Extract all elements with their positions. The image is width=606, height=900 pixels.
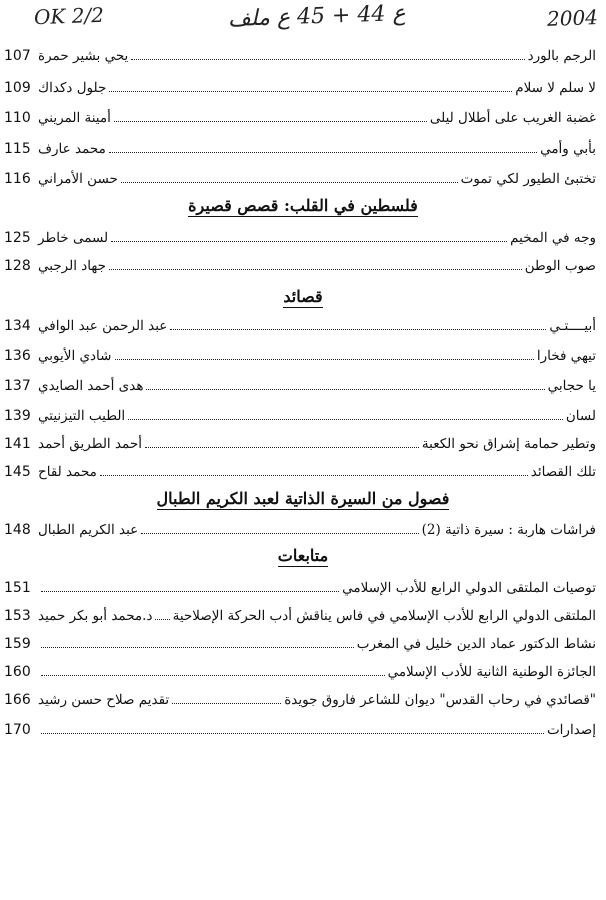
toc-entry	[4, 684, 596, 708]
dot-leader	[109, 269, 522, 270]
dot-leader	[111, 241, 507, 242]
dot-leader	[172, 703, 281, 704]
entry-title: "قصائدي في رحاب القدس" ديوان للشاعر فاروق جويدة	[284, 692, 596, 708]
entry-title: صوب الوطن	[524, 258, 596, 274]
toc-entry	[4, 370, 596, 394]
dot-leader	[100, 475, 528, 476]
page-number: 116	[4, 171, 31, 187]
entry-author: محمد عارف	[38, 141, 106, 157]
toc-entry	[4, 250, 596, 274]
section-heading: فلسطين في القلب: قصص قصيرة	[188, 196, 418, 215]
entry-title: توصيات الملتقى الدولي الرابع للأدب الإسلامي	[342, 580, 596, 596]
toc-entry	[4, 340, 596, 364]
page-number: 160	[4, 664, 31, 680]
section-heading: فصول من السيرة الذاتية لعبد الكريم الطبال	[156, 489, 450, 508]
entry-title: إصدارات	[546, 722, 596, 738]
entry-author: حسن الأمراني	[38, 171, 118, 187]
entry-title: الجائزة الوطنية الثانية للأدب الإسلامي	[387, 664, 596, 680]
dot-leader	[41, 675, 385, 676]
dot-leader	[109, 91, 512, 92]
page-number: 153	[4, 608, 31, 624]
page-number: 141	[4, 436, 31, 452]
entry-author: شادي الأيوبي	[38, 348, 112, 364]
entry-title: وتطير حمامة إشراق نحو الكعبة	[421, 436, 596, 452]
entry-author: هدى أحمد الصايدي	[38, 378, 144, 394]
section-heading: قصائد	[283, 287, 323, 306]
entry-author: أحمد الطريق أحمد	[38, 436, 142, 452]
entry-author: يحي بشير حمرة	[38, 48, 129, 64]
dot-leader	[121, 182, 458, 183]
dot-leader	[115, 359, 534, 360]
toc-entry	[4, 72, 596, 96]
toc-entry	[4, 133, 596, 157]
page-number: 115	[4, 141, 31, 157]
toc-entry	[4, 400, 596, 424]
entry-title: نشاط الدكتور عماد الدين خليل في المغرب	[356, 636, 596, 652]
dot-leader	[41, 647, 354, 648]
toc-entry	[4, 310, 596, 334]
toc-entry	[4, 456, 596, 480]
dot-leader	[41, 733, 544, 734]
page-number: 110	[4, 110, 31, 126]
page-number: 107	[4, 48, 31, 64]
entry-title: وجه في المخيم	[510, 230, 596, 246]
entry-title: بأبي وأمي	[540, 141, 596, 157]
dot-leader	[145, 447, 419, 448]
page-number: 136	[4, 348, 31, 364]
page-number: 151	[4, 580, 31, 596]
entry-author: د.محمد أبو بكر حميد	[38, 608, 153, 624]
entry-title: الملتقى الدولي الرابع للأدب الإسلامي في فاس يناقش أدب الحركة الإصلاحية	[172, 608, 596, 624]
dot-leader	[114, 121, 427, 122]
page-number: 109	[4, 80, 31, 96]
handwritten-note-middle: ع 44 + 45 ع ملف	[227, 0, 406, 33]
entry-author: تقديم صلاح حسن رشيد	[38, 692, 170, 708]
page-number: 145	[4, 464, 31, 480]
toc-entry	[4, 714, 596, 738]
entry-title: لا سلم لا سلام	[515, 80, 596, 96]
entry-title: تلك القصائد	[530, 464, 596, 480]
dot-leader	[109, 152, 537, 153]
toc-entry	[4, 656, 596, 680]
page-number: 148	[4, 522, 31, 538]
dot-leader	[146, 389, 544, 390]
toc-entry	[4, 102, 596, 126]
dot-leader	[131, 59, 524, 60]
entry-title: الرجم بالورد	[527, 48, 596, 64]
toc-entry	[4, 572, 596, 596]
entry-author: محمد لقاح	[38, 464, 97, 480]
dot-leader	[155, 619, 169, 620]
page-number: 170	[4, 722, 31, 738]
toc-entry	[4, 628, 596, 652]
entry-author: جهاد الرجبي	[38, 258, 106, 274]
handwritten-year: 2004	[546, 5, 599, 31]
entry-author: جلول دكداك	[38, 80, 107, 96]
toc-entry	[4, 222, 596, 246]
entry-title: تيهي فخارا	[536, 348, 596, 364]
handwritten-note-left: OK 2/2	[33, 2, 105, 30]
page-number: 134	[4, 318, 31, 334]
toc-entry	[4, 514, 596, 538]
page-number: 139	[4, 408, 31, 424]
page-number: 137	[4, 378, 31, 394]
page-number: 159	[4, 636, 31, 652]
entry-title: أبيــــتـي	[549, 318, 596, 334]
page-number: 166	[4, 692, 31, 708]
dot-leader	[141, 533, 418, 534]
page-number: 125	[4, 230, 31, 246]
entry-author: الطيب التيزنيتي	[38, 408, 126, 424]
toc-entry	[4, 163, 596, 187]
entry-author: عبد الرحمن عبد الوافي	[38, 318, 168, 334]
dot-leader	[41, 591, 339, 592]
entry-title: تختبئ الطيور لكي تموت	[460, 171, 596, 187]
entry-author: لسمى خاطر	[38, 230, 109, 246]
entry-title: يا حجابي	[547, 378, 596, 394]
entry-author: أمينة المريني	[38, 110, 111, 126]
toc-entry	[4, 40, 596, 64]
dot-leader	[128, 419, 563, 420]
entry-title: لسان	[565, 408, 596, 424]
entry-author: عبد الكريم الطبال	[38, 522, 139, 538]
entry-title: غضبة الغريب على أطلال ليلى	[429, 110, 596, 126]
toc-entry	[4, 600, 596, 624]
page-number: 128	[4, 258, 31, 274]
entry-title: فراشات هاربة : سيرة ذاتية (2)	[421, 522, 596, 538]
toc-entry	[4, 428, 596, 452]
section-heading: متابعات	[277, 546, 329, 565]
dot-leader	[170, 329, 546, 330]
